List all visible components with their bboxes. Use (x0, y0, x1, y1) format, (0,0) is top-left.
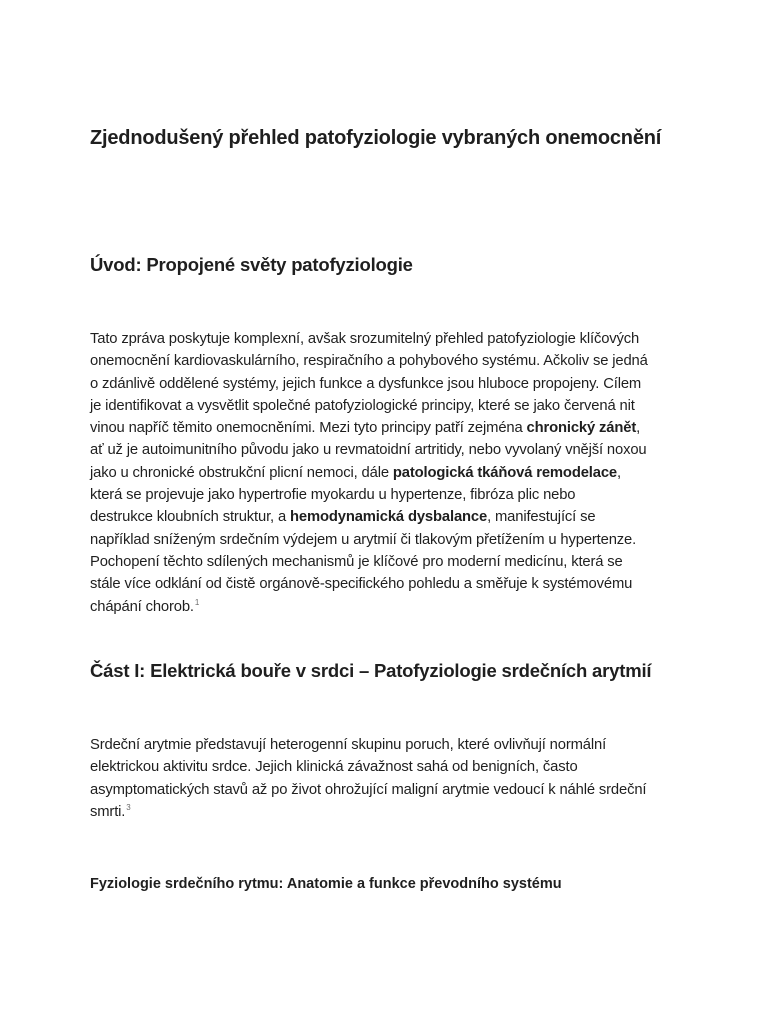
paragraph-line: onemocnění kardiovaskulárního, respiračního a pohybového systému. Ačkoliv se jedná (90, 353, 648, 370)
emphasis-hemodynamic-dysbalance: hemodynamická dysbalance (290, 509, 488, 526)
emphasis-tissue-remodeling: patologická tkáňová remodelace (392, 464, 617, 481)
paragraph-line: o zdánlivě oddělené systémy, jejich funkce a dysfunkce jsou hluboce propojeny. Cílem (90, 375, 642, 392)
intro-heading: Úvod: Propojené světy patofyziologie (90, 254, 413, 275)
footnote-link[interactable]: 1 (194, 597, 200, 607)
paragraph-line: je identifikovat a vysvětlit společné patofyziologické principy, které se jako červená nit (90, 397, 635, 414)
paragraph-line: ať už je autoimunitního původu jako u revmatoidní artritidy, nebo vyvolaný vnější noxou (90, 442, 647, 459)
intro-paragraph (90, 328, 690, 618)
part1-subheading: Fyziologie srdečního rytmu: Anatomie a funkce převodního systému (90, 876, 562, 892)
part1-heading: Část I: Elektrická bouře v srdci – Patofyziologie srdečních arytmií (90, 660, 652, 681)
paragraph-line: elektrickou aktivitu srdce. Jejich klinická závažnost sahá od benigních, často (90, 759, 578, 776)
paragraph-line: asymptomatických stavů až po život ohrožující maligní arytmie vedoucí k náhlé srdeční (90, 781, 647, 798)
part1-paragraph (90, 734, 690, 823)
paragraph-line: která se projevuje jako hypertrofie myokardu u hypertenze, fibróza plic nebo (90, 487, 576, 504)
paragraph-line: chápání chorob.$^1$ (90, 597, 200, 615)
paragraph-line: vinou napříč těmito onemocněními. Mezi tyto principy patří zejména chronický zánět, (90, 420, 641, 437)
paragraph-line: Srdeční arytmie představují heterogenní skupinu poruch, které ovlivňují normální (90, 737, 607, 753)
paragraph-line: stále více odklání od čistě orgánově-specifického pohledu a směřuje k systémovému (90, 576, 633, 593)
document-title: Zjednodušený přehled patofyziologie vybraných onemocnění (90, 127, 662, 149)
paragraph-line: například sníženým srdečním výdejem u arytmií či tlakovým přetížením u hypertenze. (90, 531, 637, 548)
paragraph-line: Tato zpráva poskytuje komplexní, avšak srozumitelný přehled patofyziologie klíčových (90, 331, 640, 347)
paragraph-line: smrti.$^3$ (90, 802, 131, 820)
paragraph-line: destrukce kloubních struktur, a hemodynamická dysbalance, manifestující se (90, 509, 596, 526)
paragraph-line: Pochopení těchto sdílených mechanismů je klíčové pro moderní medicínu, která se (90, 553, 623, 570)
paragraph-line: jako u chronické obstrukční plicní nemoci, dále patologická tkáňová remodelace, (90, 464, 621, 481)
footnote-link[interactable]: 3 (126, 802, 131, 812)
emphasis-chronic-inflammation: chronický zánět (526, 420, 637, 437)
